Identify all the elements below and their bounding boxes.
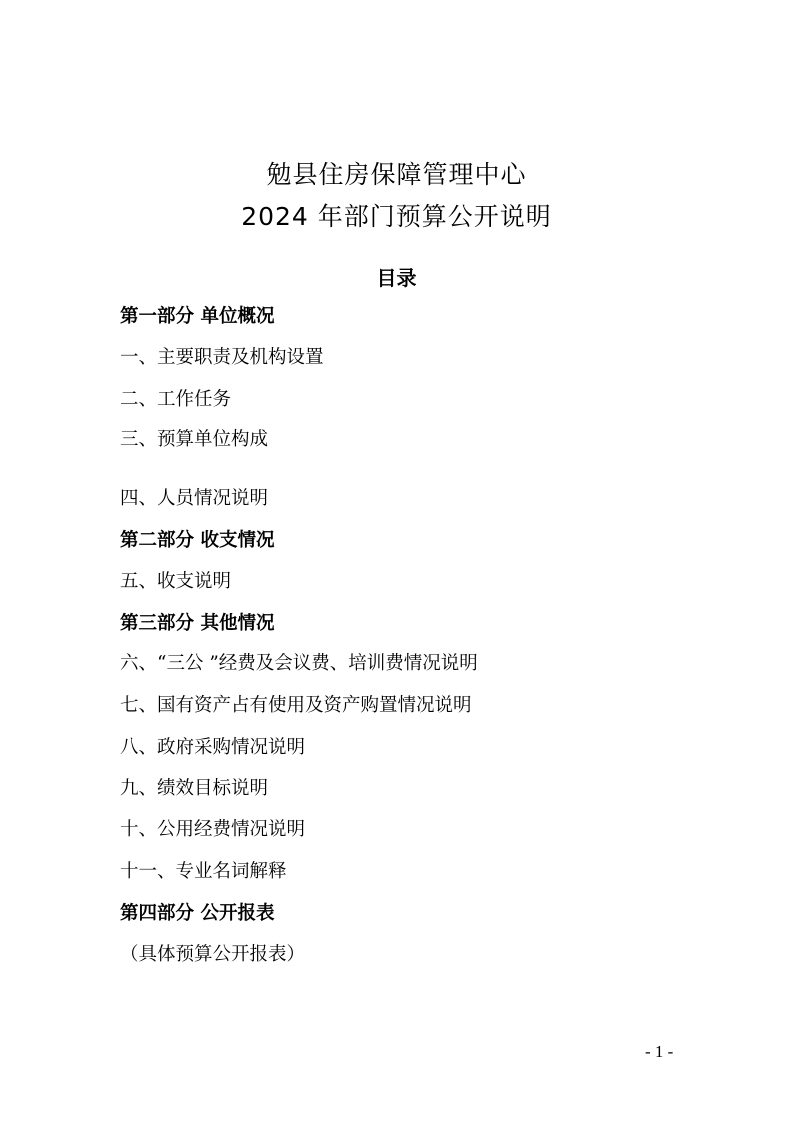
toc-item: 八、政府采购情况说明 (120, 737, 306, 758)
page-number: - 1 - (645, 1042, 674, 1061)
toc-item: 六、“三公 ”经费及会议费、培训费情况说明 (120, 653, 478, 674)
toc-item: 一、主要职责及机构设置 (120, 347, 324, 368)
toc-part-heading: 第一部分 单位概况 (120, 306, 275, 327)
toc-part-heading: 第二部分 收支情况 (120, 530, 275, 551)
toc-heading: 目录 (376, 266, 417, 290)
toc-part-heading: 第三部分 其他情况 (120, 613, 275, 634)
document-title-line-2: 2024 年部门预算公开说明 (241, 202, 552, 231)
toc-item: （具体预算公开报表） (120, 944, 306, 965)
document-title-line-1: 勉县住房保障管理中心 (266, 160, 527, 189)
toc-part-heading: 第四部分 公开报表 (120, 903, 275, 924)
toc-item: 四、人员情况说明 (120, 488, 269, 509)
toc-item: 十一、专业名词解释 (120, 861, 287, 882)
toc-item: 五、收支说明 (120, 571, 232, 592)
toc-item: 七、国有资产占有使用及资产购置情况说明 (120, 695, 472, 716)
toc-item: 九、绩效目标说明 (120, 778, 269, 799)
toc-item: 十、公用经费情况说明 (120, 819, 306, 840)
toc-item: 二、工作任务 (120, 389, 232, 410)
toc-item: 三、预算单位构成 (120, 429, 269, 450)
